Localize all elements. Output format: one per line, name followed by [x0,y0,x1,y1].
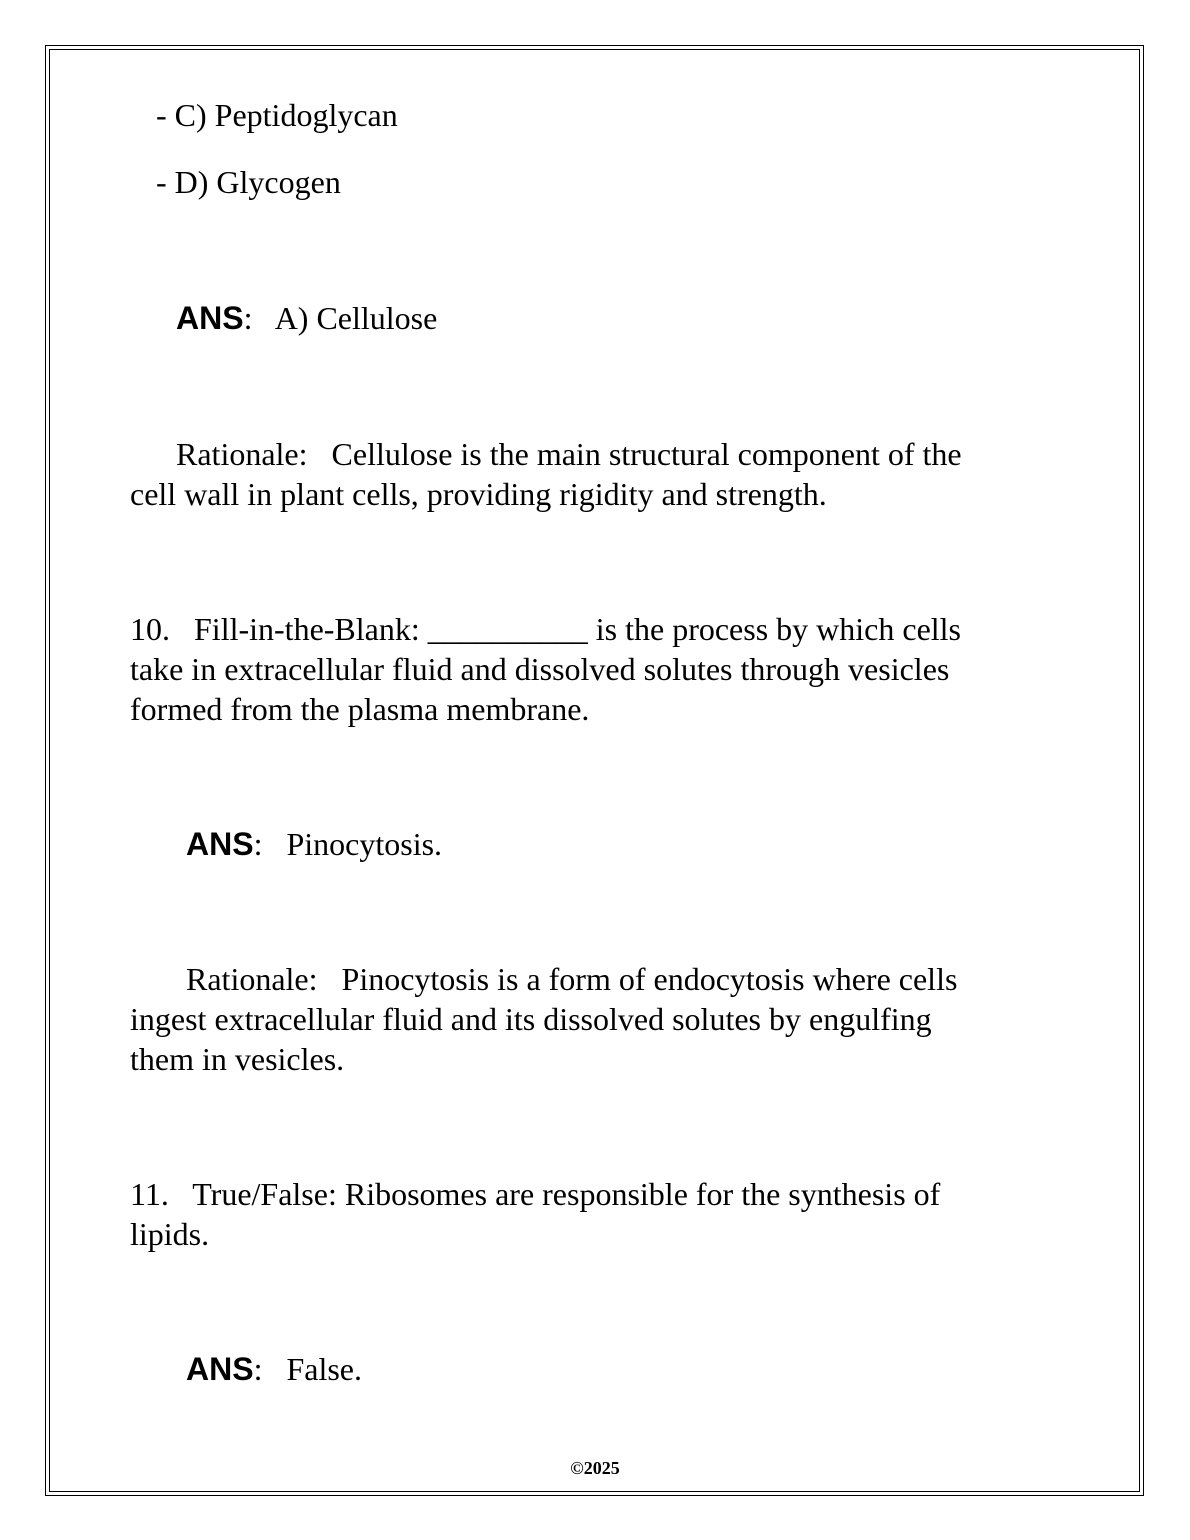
copyright-footer: ©2025 [570,1458,620,1478]
ans-label: ANS [186,826,254,862]
q9-answer-line [176,298,437,338]
q11-answer: False. [286,1351,362,1387]
q10-question-line-1: 10. Fill-in-the-Blank: __________ is the process by which cells [130,611,961,647]
q9-answer: A) Cellulose [274,300,438,336]
q11-question-line-1: 11. True/False: Ribosomes are responsible for the synthesis of [130,1176,941,1212]
ans-label: ANS [186,1351,254,1387]
q10-rationale-line-3: them in vesicles. [130,1041,345,1077]
page-border-inner [49,49,1140,1492]
q10-answer-line [186,824,442,864]
ans-separator: : [243,300,253,336]
q10-question-line-3: formed from the plasma membrane. [130,691,590,727]
q10-answer: Pinocytosis. [286,826,443,862]
option-c: - C) Peptidoglycan [156,97,398,133]
ans-separator: : [253,826,263,862]
ans-separator: : [253,1351,263,1387]
option-d: - D) Glycogen [156,164,341,200]
q11-question-line-2: lipids. [130,1216,210,1252]
ans-label: ANS [176,300,244,336]
q9-rationale-line-2: cell wall in plant cells, providing rigidity and strength. [130,476,827,512]
q11-answer-line [186,1349,362,1389]
q9-rationale-line-1: Rationale: Cellulose is the main structural component of the [176,436,962,472]
q10-question-line-2: take in extracellular fluid and dissolved solutes through vesicles [130,651,950,687]
q10-rationale-line-2: ingest extracellular fluid and its dissolved solutes by engulfing [130,1001,932,1037]
q10-rationale-line-1: Rationale: Pinocytosis is a form of endocytosis where cells [186,961,958,997]
